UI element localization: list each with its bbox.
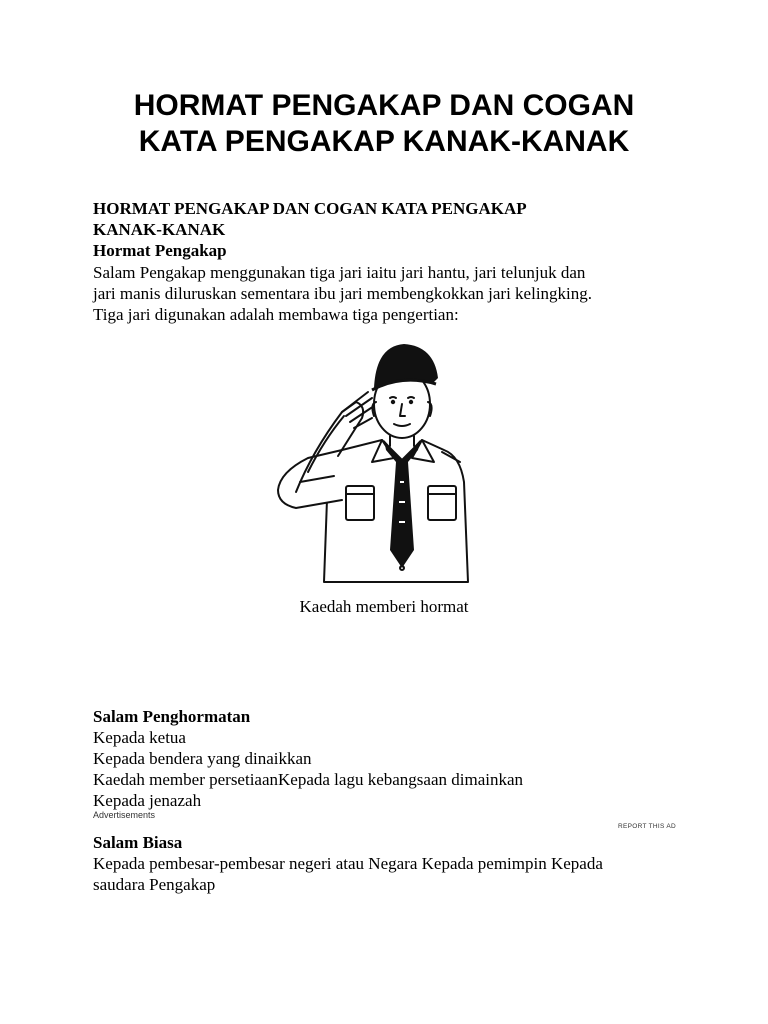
- figure-caption: Kaedah memberi hormat: [299, 597, 469, 616]
- page-title-line-1: HORMAT PENGAKAP DAN COGAN: [133, 89, 635, 122]
- list-item: Kepada jenazah: [93, 791, 202, 810]
- salam-penghormatan-heading: Salam Penghormatan: [93, 707, 251, 726]
- section-heading-line-2: KANAK-KANAK: [93, 220, 226, 239]
- advertisements-label: Advertisements: [93, 810, 156, 820]
- section-heading: [93, 198, 683, 240]
- page-title-line-2: KATA PENGAKAP KANAK-KANAK: [138, 125, 630, 158]
- salam-biasa-line-2: saudara Pengakap: [93, 875, 216, 894]
- salam-biasa-text: [93, 853, 683, 895]
- salam-penghormatan-list: [93, 727, 683, 811]
- section-heading-line-1: HORMAT PENGAKAP DAN COGAN KATA PENGAKAP: [93, 199, 527, 218]
- intro-line-2: jari manis diluruskan sementara ibu jari membengkokkan jari kelingking.: [93, 284, 593, 303]
- intro-line-3: Tiga jari digunakan adalah membawa tiga pengertian:: [93, 305, 459, 324]
- subheading-hormat-pengakap: Hormat Pengakap: [93, 241, 227, 260]
- scout-salute-illustration: [272, 332, 494, 588]
- salam-biasa-line-1: Kepada pembesar-pembesar negeri atau Negara Kepada pemimpin Kepada: [93, 854, 603, 873]
- list-item: Kaedah member persetiaanKepada lagu kebangsaan dimainkan: [93, 770, 524, 789]
- page-title: [60, 88, 708, 160]
- salam-biasa-heading: Salam Biasa: [93, 833, 183, 852]
- intro-line-1: Salam Pengakap menggunakan tiga jari iaitu jari hantu, jari telunjuk dan: [93, 263, 586, 282]
- intro-paragraph: [93, 262, 683, 325]
- list-item: Kepada bendera yang dinaikkan: [93, 749, 312, 768]
- list-item: Kepada ketua: [93, 728, 186, 747]
- report-ad-link[interactable]: REPORT THIS AD: [617, 823, 676, 830]
